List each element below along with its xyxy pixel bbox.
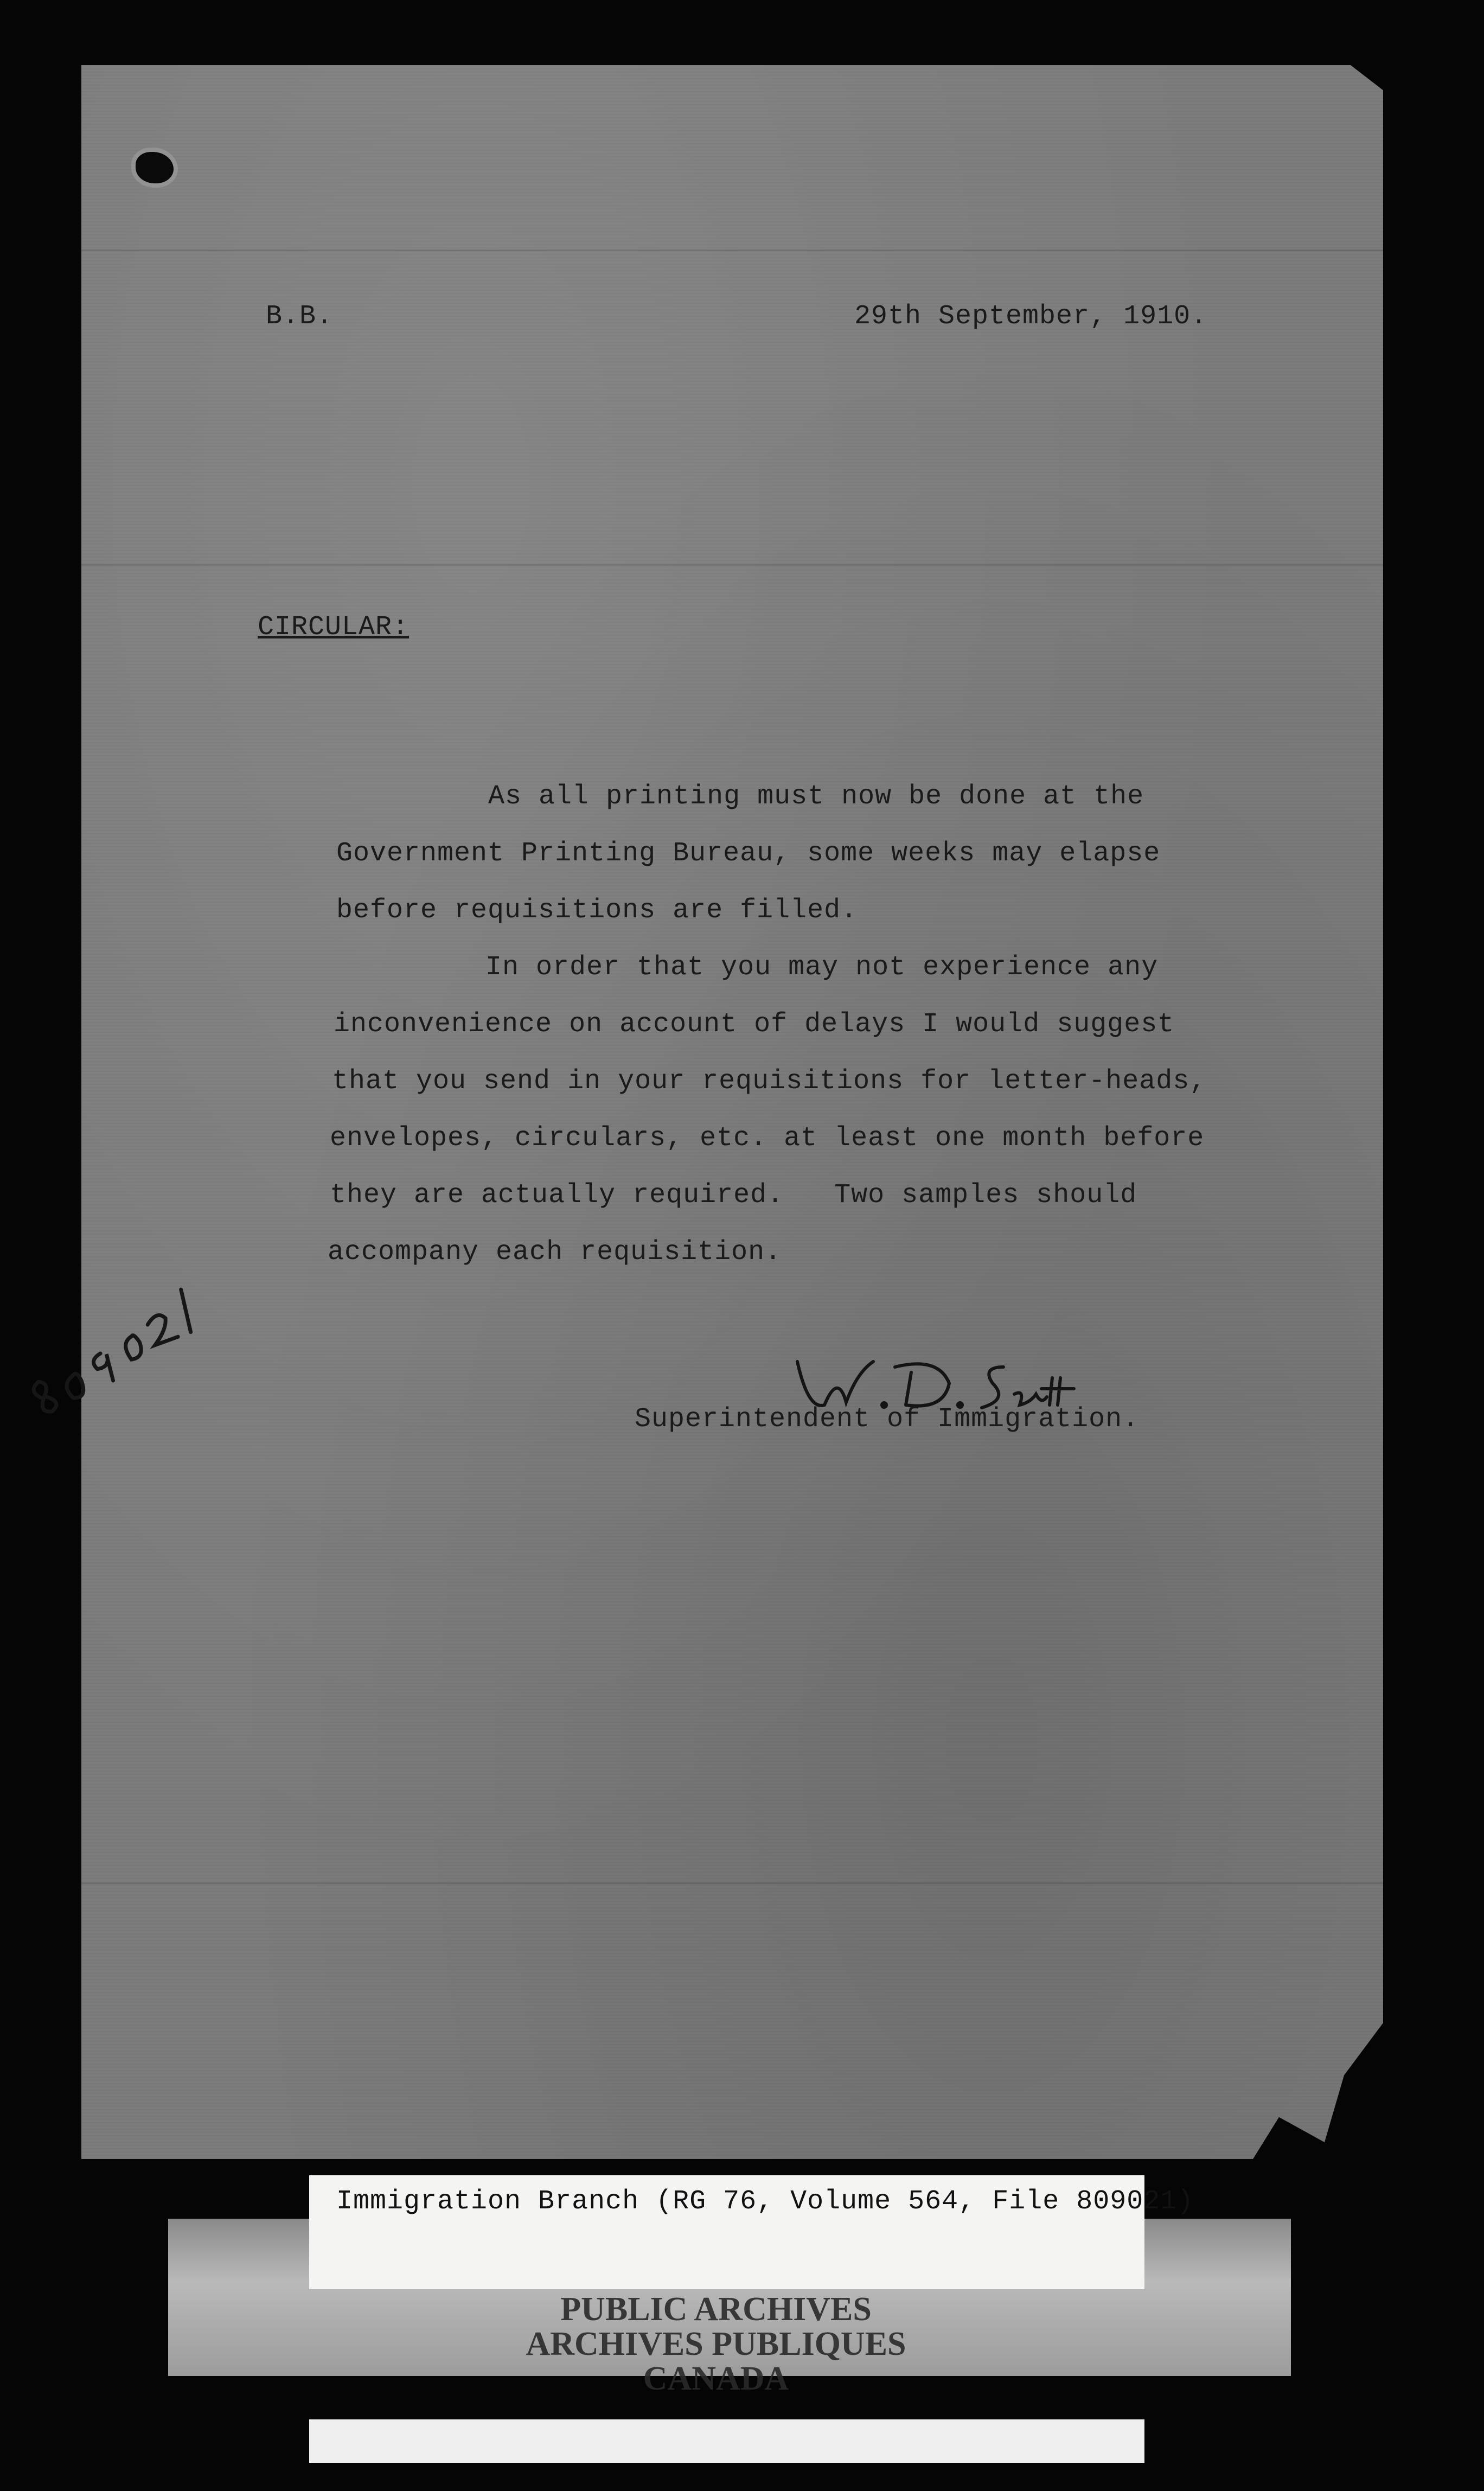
reference-code: B.B. [266,301,334,332]
body-line: In order that you may not experience any [485,952,1159,983]
archive-label-text: Immigration Branch (RG 76, Volume 564, File 809021) [336,2186,1194,2217]
ruled-line [81,1882,1383,1884]
circular-heading: CIRCULAR: [258,612,410,643]
body-line: As all printing must now be done at the [488,781,1144,812]
body-line: envelopes, circulars, etc. at least one month before [330,1123,1205,1154]
body-line: that you send in your requisitions for letter-heads, [332,1066,1207,1097]
body-line: inconvenience on account of delays I would suggest [334,1009,1175,1040]
body-line: Government Printing Bureau, some weeks may elapse [336,838,1161,869]
bottom-label-strip [309,2419,1144,2463]
ruled-line [81,250,1383,251]
stamp-line: ARCHIVES PUBLIQUES [526,2326,906,2362]
letter-date: 29th September, 1910. [854,301,1208,332]
body-line: they are actually required. Two samples should [330,1180,1137,1211]
ruled-line [81,564,1383,566]
body-line: accompany each requisition. [328,1237,782,1268]
body-line: before requisitions are filled. [336,895,858,926]
document-page [81,65,1383,2159]
stamp-line: PUBLIC ARCHIVES [560,2291,872,2328]
stamp-line: CANADA [643,2360,789,2397]
archive-label [309,2175,1194,2289]
archive-stamp [472,2292,960,2396]
signatory-title: Superintendent of Immigration. [635,1404,1140,1435]
